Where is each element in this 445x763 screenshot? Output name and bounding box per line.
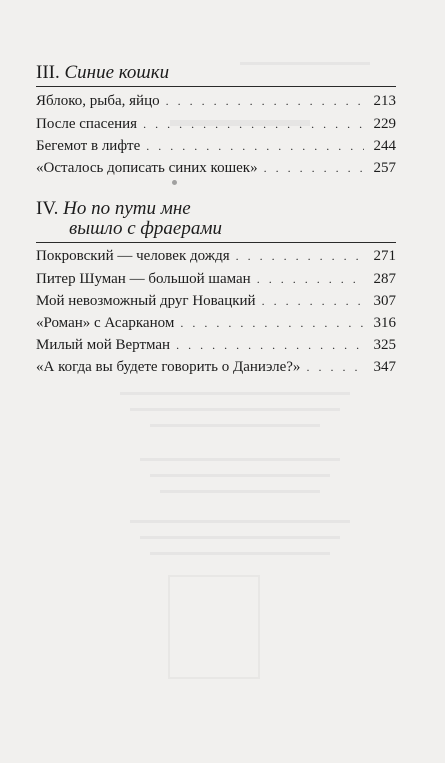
entry-page-number: 287	[373, 271, 396, 287]
toc-entry[interactable]	[36, 291, 396, 311]
bleed-through-line	[130, 520, 350, 523]
section-rule	[36, 86, 396, 87]
entry-title: «Роман» с Асарканом	[36, 315, 175, 331]
dot-leader	[146, 136, 364, 156]
toc-entry[interactable]	[36, 246, 396, 266]
entry-page-number: 347	[373, 359, 396, 375]
entry-title: Яблоко, рыба, яйцо	[36, 93, 160, 109]
entry-page-number: 213	[373, 93, 396, 109]
bleed-through-line	[120, 392, 350, 395]
dot-leader	[143, 114, 364, 134]
toc-entry[interactable]	[36, 313, 396, 333]
entry-page-number: 229	[373, 116, 396, 132]
bleed-through-line	[160, 490, 320, 493]
entry-title: Питер Шуман — большой шаман	[36, 271, 251, 287]
entry-title: Бегемот в лифте	[36, 138, 141, 154]
dot-leader	[166, 91, 364, 111]
bleed-through-line	[240, 62, 370, 65]
entry-page-number: 307	[373, 293, 396, 309]
section-number: IV.	[36, 198, 59, 219]
bleed-through-line	[130, 408, 340, 411]
section-heading-continuation	[69, 218, 222, 239]
bleed-through-line	[150, 424, 320, 427]
toc-entry[interactable]	[36, 269, 396, 289]
toc-entry[interactable]	[36, 158, 396, 178]
section-heading	[36, 62, 169, 83]
toc-entry[interactable]	[36, 114, 396, 134]
entry-title: Мой невозможный друг Новацкий	[36, 293, 256, 309]
entry-title: После спасения	[36, 116, 138, 132]
bleed-through-box	[168, 575, 260, 679]
dot-leader	[264, 158, 364, 178]
bleed-through-line	[140, 536, 340, 539]
entry-title: «А когда вы будете говорить о Даниэле?»	[36, 359, 301, 375]
entry-title: Милый мой Вертман	[36, 337, 171, 353]
section-title-line-1: Но по пути мне	[63, 198, 191, 219]
entry-title: Покровский — человек дождя	[36, 248, 230, 264]
dot-leader	[236, 246, 364, 266]
dot-leader	[262, 291, 364, 311]
toc-entry[interactable]	[36, 91, 396, 111]
dot-leader	[176, 335, 364, 355]
bleed-through-line	[150, 552, 330, 555]
toc-entry[interactable]	[36, 335, 396, 355]
section-title: Синие кошки	[64, 62, 170, 83]
bleed-through-line	[150, 474, 330, 477]
page-speck	[172, 180, 177, 185]
section-title-line-2: вышло с фраерами	[69, 218, 222, 239]
bleed-through-line	[140, 458, 340, 461]
entry-page-number: 316	[373, 315, 396, 331]
dot-leader	[306, 357, 364, 377]
toc-entry[interactable]	[36, 136, 396, 156]
section-heading	[36, 198, 191, 219]
entry-page-number: 271	[373, 248, 396, 264]
entry-page-number: 325	[373, 337, 396, 353]
section-rule	[36, 242, 396, 243]
section-number: III.	[36, 62, 60, 83]
entry-title: «Осталось дописать синих кошек»	[36, 160, 258, 176]
dot-leader	[257, 269, 364, 289]
entry-page-number: 244	[373, 138, 396, 154]
entry-page-number: 257	[373, 160, 396, 176]
dot-leader	[180, 313, 364, 333]
toc-entry[interactable]	[36, 357, 396, 377]
